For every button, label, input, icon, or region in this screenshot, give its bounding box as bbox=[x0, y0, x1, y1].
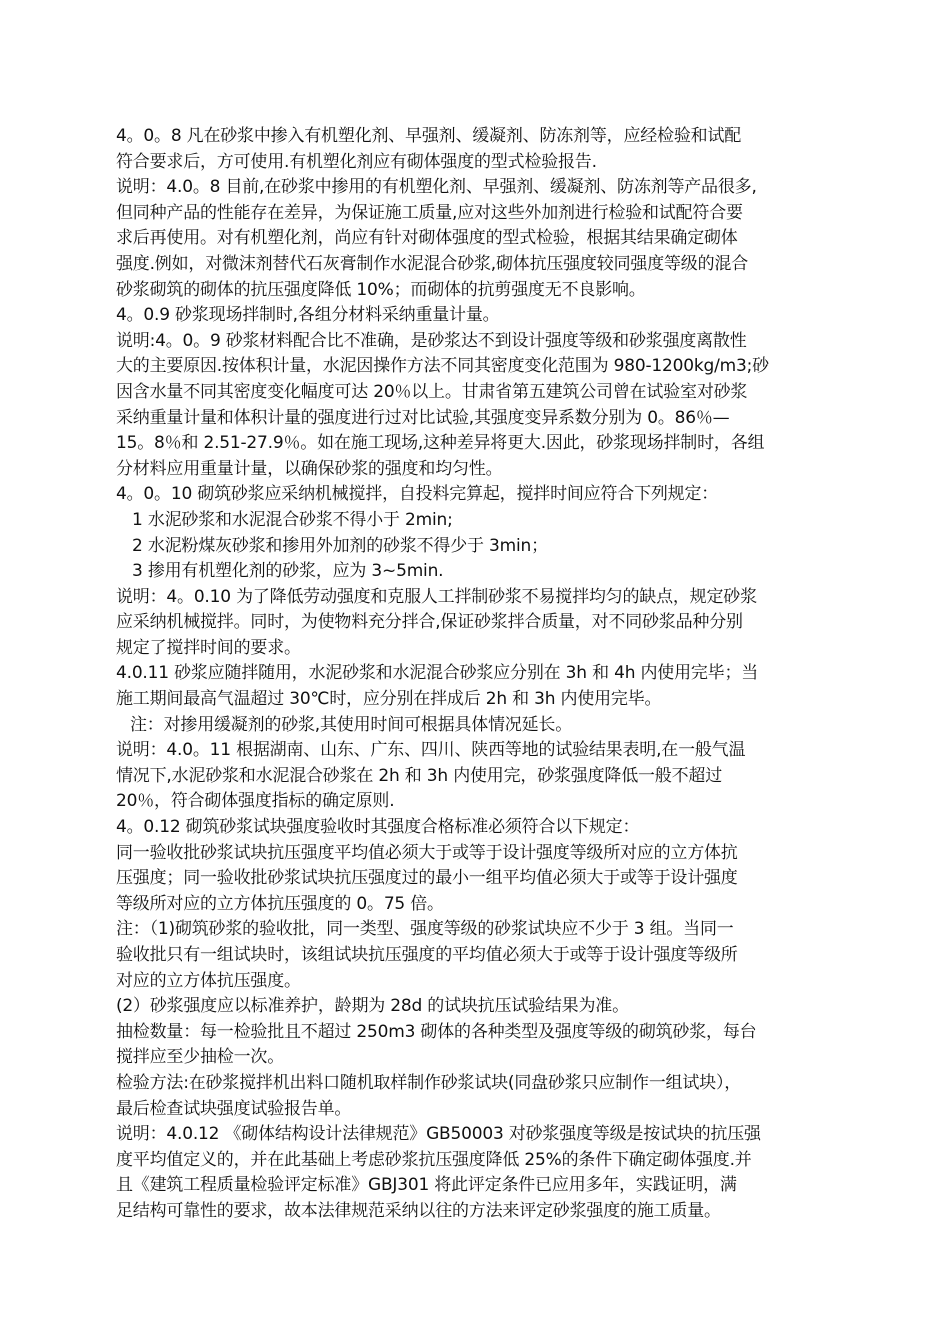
text-line: 说明：4.0.12 《砌体结构设计法律规范》GB50003 对砂浆强度等级是按试块的抗压强 bbox=[116, 1124, 761, 1145]
text-line: 最后检查试块强度试验报告单。 bbox=[116, 1098, 352, 1119]
text-line: 规定了搅拌时间的要求。 bbox=[116, 637, 301, 658]
text-line: 说明：4。0.10 为了降低劳动强度和克服人工拌制砂浆不易搅拌均匀的缺点，规定砂浆 bbox=[116, 586, 757, 607]
text-line: 同一验收批砂浆试块抗压强度平均值必须大于或等于设计强度等级所对应的立方体抗 bbox=[116, 842, 738, 863]
text-line: 采纳重量计量和体积计量的强度进行过对比试验,其强度变异系数分别为 0。86％— bbox=[116, 407, 730, 428]
text-line: 砂浆砌筑的砌体的抗压强度降低 10%；而砌体的抗剪强度无不良影响。 bbox=[116, 279, 646, 300]
text-line: 大的主要原因.按体积计量，水泥因操作方法不同其密度变化范围为 980-1200kg/m3;砂 bbox=[116, 356, 769, 377]
text-line: 检验方法:在砂浆搅拌机出料口随机取样制作砂浆试块(同盘砂浆只应制作一组试块）， bbox=[116, 1072, 742, 1093]
text-line: 说明:4。0。9 砂浆材料配合比不准确，是砂浆达不到设计强度等级和砂浆强度离散性 bbox=[116, 330, 747, 351]
text-line: 符合要求后，方可使用.有机塑化剂应有砌体强度的型式检验报告. bbox=[116, 151, 597, 172]
text-line: 4。0.9 砂浆现场拌制时,各组分材料采纳重量计量。 bbox=[116, 305, 500, 326]
text-line: 20％，符合砌体强度指标的确定原则. bbox=[116, 791, 395, 812]
text-line: 压强度；同一验收批砂浆试块抗压强度过的最小一组平均值必须大于或等于设计强度 bbox=[116, 868, 738, 889]
text-line: 应采纳机械搅拌。同时，为使物料充分拌合,保证砂浆拌合质量，对不同砂浆品种分别 bbox=[116, 612, 743, 633]
text-line: 强度.例如，对微沫剂替代石灰膏制作水泥混合砂浆,砌体抗压强度较同强度等级的混合 bbox=[116, 253, 749, 274]
text-line: 情况下,水泥砂浆和水泥混合砂浆在 2h 和 3h 内使用完，砂浆强度降低一般不超过 bbox=[116, 765, 722, 786]
text-line: 搅拌应至少抽检一次。 bbox=[116, 1047, 284, 1068]
text-line: 求后再使用。对有机塑化剂，尚应有针对砌体强度的型式检验，根据其结果确定砌体 bbox=[116, 228, 738, 249]
text-line: 施工期间最高气温超过 30℃时，应分别在拌成后 2h 和 3h 内使用完毕。 bbox=[116, 689, 662, 710]
text-line: 4.0.11 砂浆应随拌随用，水泥砂浆和水泥混合砂浆应分别在 3h 和 4h 内使用完毕；当 bbox=[116, 663, 759, 684]
text-line: 等级所对应的立方体抗压强度的 0。75 倍。 bbox=[116, 893, 444, 914]
text-line: 且《建筑工程质量检验评定标准》GBJ301 将此评定条件已应用多年，实践证明，满 bbox=[116, 1175, 737, 1196]
text-line: 15。8％和 2.51-27.9％。如在施工现场,这种差异将更大.因此，砂浆现场拌制时，各组 bbox=[116, 433, 765, 454]
text-line: 说明：4.0。11 根据湖南、山东、广东、四川、陕西等地的试验结果表明,在一般气温 bbox=[116, 740, 746, 761]
text-line: 但同种产品的性能存在差异，为保证施工质量,应对这些外加剂进行检验和试配符合要 bbox=[116, 202, 743, 223]
list-item: 3 掺用有机塑化剂的砂浆，应为 3~5min. bbox=[132, 561, 444, 582]
text-line: 度平均值定义的，并在此基础上考虑砂浆抗压强度降低 25%的条件下确定砌体强度.并 bbox=[116, 1149, 752, 1170]
text-line: 抽检数量：每一检验批且不超过 250m3 砌体的各种类型及强度等级的砌筑砂浆，每台 bbox=[116, 1021, 757, 1042]
text-line: 注：（1)砌筑砂浆的验收批，同一类型、强度等级的砂浆试块应不少于 3 组。当同一 bbox=[116, 919, 734, 940]
text-line: 足结构可靠性的要求，故本法律规范采纳以往的方法来评定砂浆强度的施工质量。 bbox=[116, 1200, 721, 1221]
text-line: 4。0。8 凡在砂浆中掺入有机塑化剂、早强剂、缓凝剂、防冻剂等，应经检验和试配 bbox=[116, 126, 742, 146]
text-line: 对应的立方体抗压强度。 bbox=[116, 970, 301, 991]
text-line: 验收批只有一组试块时，该组试块抗压强度的平均值必须大于或等于设计强度等级所 bbox=[116, 945, 738, 965]
note-line: 注：对掺用缓凝剂的砂浆,其使用时间可根据具体情况延长。 bbox=[130, 714, 573, 735]
list-item: 2 水泥粉煤灰砂浆和掺用外加剂的砂浆不得少于 3min； bbox=[132, 535, 548, 556]
document-body bbox=[116, 124, 842, 1225]
list-item: 1 水泥砂浆和水泥混合砂浆不得小于 2min; bbox=[132, 509, 453, 530]
text-line: (2）砂浆强度应以标准养护，龄期为 28d 的试块抗压试验结果为准。 bbox=[116, 996, 629, 1017]
text-line: 4。0。10 砌筑砂浆应采纳机械搅拌，自投料完算起，搅拌时间应符合下列规定： bbox=[116, 484, 719, 505]
text-line: 因含水量不同其密度变化幅度可达 20％以上。甘肃省第五建筑公司曾在试验室对砂浆 bbox=[116, 381, 748, 402]
text-line: 4。0.12 砌筑砂浆试块强度验收时其强度合格标准必须符合以下规定： bbox=[116, 817, 640, 838]
text-line: 说明：4.0。8 目前,在砂浆中掺用的有机塑化剂、早强剂、缓凝剂、防冻剂等产品很多, bbox=[116, 177, 757, 198]
text-line: 分材料应用重量计量，以确保砂浆的强度和均匀性。 bbox=[116, 458, 503, 479]
